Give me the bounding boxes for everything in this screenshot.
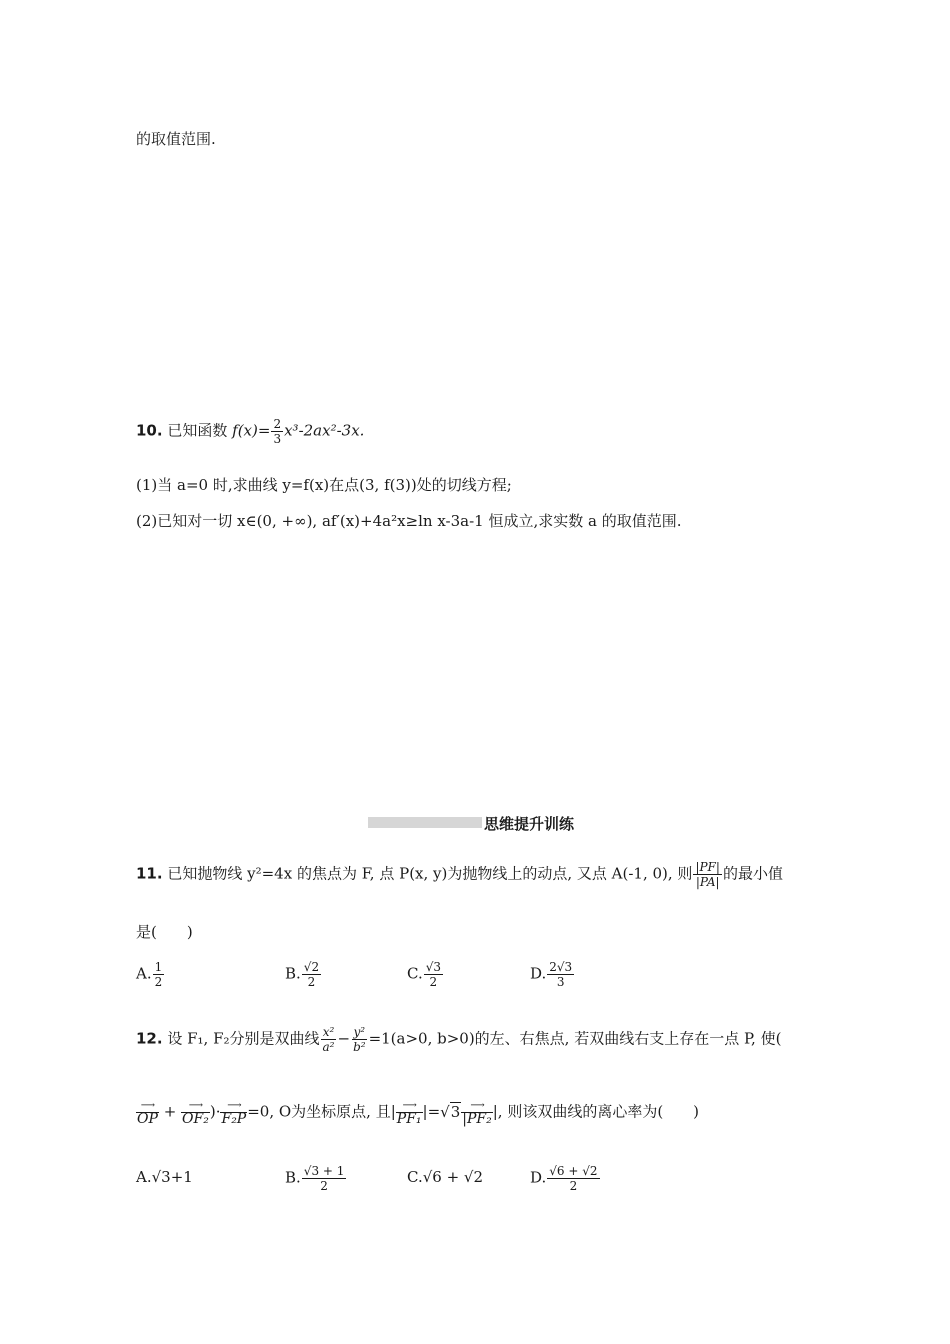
- option-fraction: [153, 960, 165, 989]
- vector-label: OP: [137, 1111, 158, 1127]
- option-label: A.: [136, 964, 152, 983]
- question-10-part-2: (2)已知对一切 x∈(0, +∞), af′(x)+4a²x≥ln x-3a-1 恒成立,求实数 a 的取值范围.: [136, 512, 682, 530]
- question-10-part-1: (1)当 a=0 时,求曲线 y=f(x)在点(3, f(3))处的切线方程;: [136, 476, 512, 494]
- fraction-denominator: a²: [322, 1040, 335, 1054]
- fraction-denominator: 3: [273, 432, 282, 446]
- vector-label: F₂P: [221, 1111, 247, 1127]
- question-12-text-d: |, 则该双曲线的离心率为( ): [492, 1102, 700, 1121]
- question-12-number: 12.: [136, 1029, 163, 1048]
- question-11-fraction: [693, 860, 722, 889]
- vector-pf1: [396, 1100, 423, 1125]
- question-12-fraction-x: [321, 1025, 337, 1054]
- fraction-denominator: 2: [307, 975, 316, 989]
- fraction-numerator: √6 + √2: [549, 1164, 598, 1178]
- sqrt-three: √3: [440, 1102, 461, 1121]
- question-12-option-b[interactable]: [285, 1164, 347, 1193]
- vector-arrow-icon: ⟶: [140, 1100, 155, 1111]
- question-11-stem: [136, 860, 783, 889]
- question-10-stem: [136, 417, 364, 446]
- fraction-numerator: x²: [322, 1025, 335, 1039]
- vector-label: OF₂: [182, 1111, 209, 1127]
- sqrt-radicand: 3: [450, 1102, 461, 1121]
- question-12-stem: [136, 1025, 781, 1054]
- fraction-numerator: √2: [303, 960, 320, 974]
- fraction-denominator: 2: [569, 1179, 578, 1193]
- option-label: B.: [285, 964, 301, 983]
- question-11-number: 11.: [136, 864, 163, 883]
- fraction-numerator: 1: [154, 960, 163, 974]
- question-12-option-d[interactable]: [530, 1164, 601, 1193]
- plus-sign: +: [163, 1102, 177, 1121]
- vector-arrow-icon: ⟶: [402, 1100, 416, 1111]
- fraction-denominator: 2: [429, 975, 438, 989]
- question-11-option-a[interactable]: [136, 960, 165, 989]
- option-label: C.: [407, 1168, 423, 1186]
- fraction-denominator: 2: [320, 1179, 328, 1193]
- question-11-option-c[interactable]: [407, 960, 444, 989]
- question-11-option-d[interactable]: [530, 960, 575, 989]
- question-10-number: 10.: [136, 421, 163, 440]
- section-title: 思维提升训练: [484, 815, 575, 833]
- vector-arrow-icon: ⟶: [188, 1100, 203, 1111]
- option-value: √6 + √2: [422, 1168, 484, 1186]
- question-12-text-a: 设 F₁, F₂分别是双曲线: [167, 1029, 320, 1048]
- question-12-fraction-y: [351, 1025, 368, 1054]
- option-fraction: [424, 960, 443, 989]
- vector-label: PF₁: [396, 1111, 422, 1127]
- option-fraction: [302, 960, 321, 989]
- vector-of2: [181, 1100, 210, 1125]
- option-fraction: [547, 960, 574, 989]
- question-10-rest: x³-2ax²-3x.: [284, 421, 365, 440]
- question-12-option-a[interactable]: [136, 1168, 193, 1186]
- continued-text: 的取值范围.: [136, 130, 216, 148]
- vector-arrow-icon: ⟶: [470, 1100, 484, 1111]
- question-11-text-c: 是( ): [136, 923, 193, 941]
- dot-product: )·: [209, 1102, 221, 1121]
- vector-pf2: [461, 1100, 492, 1125]
- question-12-text-c: =0, O为坐标原点, 且|: [247, 1102, 396, 1121]
- question-11-text-a: 已知抛物线 y²=4x 的焦点为 F, 点 P(x, y)为抛物线上的动点, 又点 A(-1, 0), 则: [167, 864, 693, 883]
- question-11-text-b: 的最小值: [722, 864, 783, 883]
- question-10-intro: 已知函数: [167, 421, 228, 440]
- vector-op: [136, 1100, 159, 1125]
- option-label: D.: [530, 964, 547, 983]
- fraction-denominator: 3: [556, 975, 565, 989]
- question-10-f-prefix: f(x)=: [232, 421, 271, 440]
- question-11-option-b[interactable]: [285, 960, 322, 989]
- fraction-numerator: |PF|: [695, 860, 720, 874]
- vector-f2p: [220, 1100, 247, 1125]
- fraction-denominator: b²: [353, 1040, 366, 1054]
- vector-arrow-icon: ⟶: [227, 1100, 241, 1111]
- option-fraction: [547, 1164, 599, 1193]
- fraction-denominator: |PA|: [695, 875, 720, 889]
- fraction-denominator: 2: [154, 975, 163, 989]
- option-label: C.: [407, 964, 423, 983]
- option-label: A.: [136, 1168, 152, 1186]
- fraction-numerator: √3: [425, 960, 441, 974]
- fraction-numerator: 2: [273, 417, 282, 431]
- option-value: √3+1: [151, 1168, 193, 1186]
- minus-sign: −: [337, 1029, 351, 1048]
- fraction-numerator: 2√3: [549, 960, 573, 974]
- vector-label: |PF₂: [462, 1111, 492, 1127]
- question-12-vector-line: [136, 1100, 699, 1125]
- question-12-option-c[interactable]: [407, 1168, 483, 1186]
- question-10-fraction: [271, 417, 283, 446]
- option-label: D.: [530, 1168, 547, 1187]
- option-fraction: [302, 1164, 347, 1193]
- section-divider-bar: [368, 817, 482, 828]
- equals-sign: |=: [422, 1102, 441, 1121]
- fraction-numerator: y²: [353, 1025, 366, 1039]
- option-label: B.: [285, 1168, 301, 1187]
- fraction-numerator: √3 + 1: [303, 1164, 345, 1178]
- question-12-text-b: =1(a>0, b>0)的左、右焦点, 若双曲线右支上存在一点 P, 使(: [368, 1029, 782, 1048]
